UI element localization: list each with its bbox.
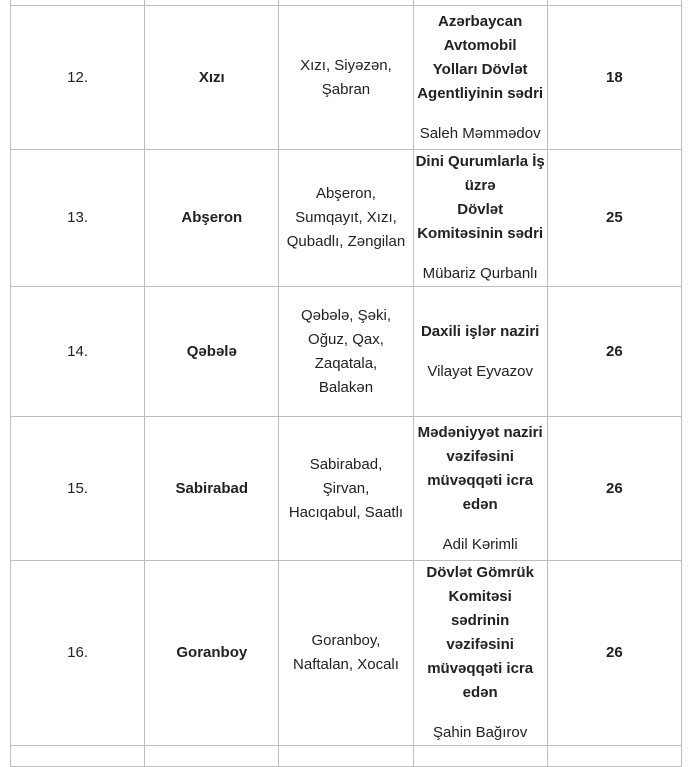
position-line: Azərbaycan Avtomobil bbox=[438, 12, 523, 54]
count-value: 18 bbox=[547, 6, 681, 150]
position-line: müvəqqəti icra edən bbox=[427, 660, 534, 701]
table-row-partial-bottom bbox=[11, 746, 682, 767]
official-cell bbox=[413, 150, 547, 287]
table-row bbox=[11, 561, 682, 746]
official-name: Mübariz Qurbanlı bbox=[422, 265, 538, 282]
count-value: 25 bbox=[547, 150, 681, 287]
region-name: Goranboy bbox=[145, 561, 279, 746]
official-cell bbox=[413, 6, 547, 150]
position-line: Yolları Dövlət bbox=[432, 60, 528, 78]
position-line: sədrinin vəzifəsini bbox=[446, 612, 514, 653]
table-row bbox=[11, 150, 682, 287]
row-number: 15. bbox=[11, 417, 145, 561]
position-line: Dini Qurumlarla İş üzrə bbox=[415, 153, 545, 194]
district-line: Zaqatala, bbox=[314, 354, 378, 372]
table-row bbox=[11, 287, 682, 417]
district-line: Oğuz, Qax, bbox=[308, 330, 384, 348]
district-line: Hacıqabul, Saatlı bbox=[288, 503, 404, 521]
districts-cell bbox=[279, 417, 413, 561]
districts-cell bbox=[279, 287, 413, 417]
table-row bbox=[11, 6, 682, 150]
region-name: Sabirabad bbox=[145, 417, 279, 561]
official-name: Vilayət Eyvazov bbox=[427, 362, 533, 380]
districts-cell bbox=[279, 6, 413, 150]
official-cell bbox=[413, 287, 547, 417]
position-line: Mədəniyyət naziri bbox=[417, 423, 543, 441]
table-row bbox=[11, 417, 682, 561]
official-name: Şahin Bağırov bbox=[433, 724, 528, 741]
position-line: Dövlət Komitəsinin sədri bbox=[417, 201, 544, 242]
district-line: Sumqayıt, Xızı, bbox=[295, 209, 397, 226]
officials-table bbox=[10, 0, 682, 767]
district-line: Qubadlı, Zəngilan bbox=[286, 233, 406, 250]
region-name: Qəbələ bbox=[145, 287, 279, 417]
official-name: Saleh Məmmədov bbox=[419, 124, 541, 142]
district-line: Goranboy, bbox=[311, 632, 381, 649]
district-line: Şirvan, bbox=[322, 479, 370, 497]
official-cell bbox=[413, 561, 547, 746]
district-line: Xızı, Siyəzən, bbox=[300, 56, 392, 74]
districts-cell bbox=[279, 561, 413, 746]
districts-cell bbox=[279, 150, 413, 287]
district-line: Balakən bbox=[318, 378, 374, 396]
row-number: 12. bbox=[11, 6, 145, 150]
region-name: Xızı bbox=[145, 6, 279, 150]
row-number: 14. bbox=[11, 287, 145, 417]
official-name: Adil Kərimli bbox=[442, 535, 518, 553]
district-line: Qəbələ, Şəki, bbox=[300, 306, 391, 324]
position-line: vəzifəsini müvəqqəti icra bbox=[427, 447, 534, 489]
region-name: Abşeron bbox=[145, 150, 279, 287]
district-line: Abşeron, bbox=[315, 185, 376, 202]
position-line: edən bbox=[462, 495, 498, 513]
district-line: Sabirabad, bbox=[309, 455, 383, 473]
district-line: Naftalan, Xocalı bbox=[293, 656, 399, 673]
district-line: Şabran bbox=[321, 80, 371, 98]
row-number: 13. bbox=[11, 150, 145, 287]
official-cell bbox=[413, 417, 547, 561]
count-value: 26 bbox=[547, 561, 681, 746]
count-value: 26 bbox=[547, 417, 681, 561]
count-value: 26 bbox=[547, 287, 681, 417]
position-line: Dövlət Gömrük Komitəsi bbox=[426, 564, 534, 605]
row-number: 16. bbox=[11, 561, 145, 746]
position-line: Agentliyinin sədri bbox=[417, 84, 544, 102]
position-line: Daxili işlər naziri bbox=[420, 322, 540, 340]
